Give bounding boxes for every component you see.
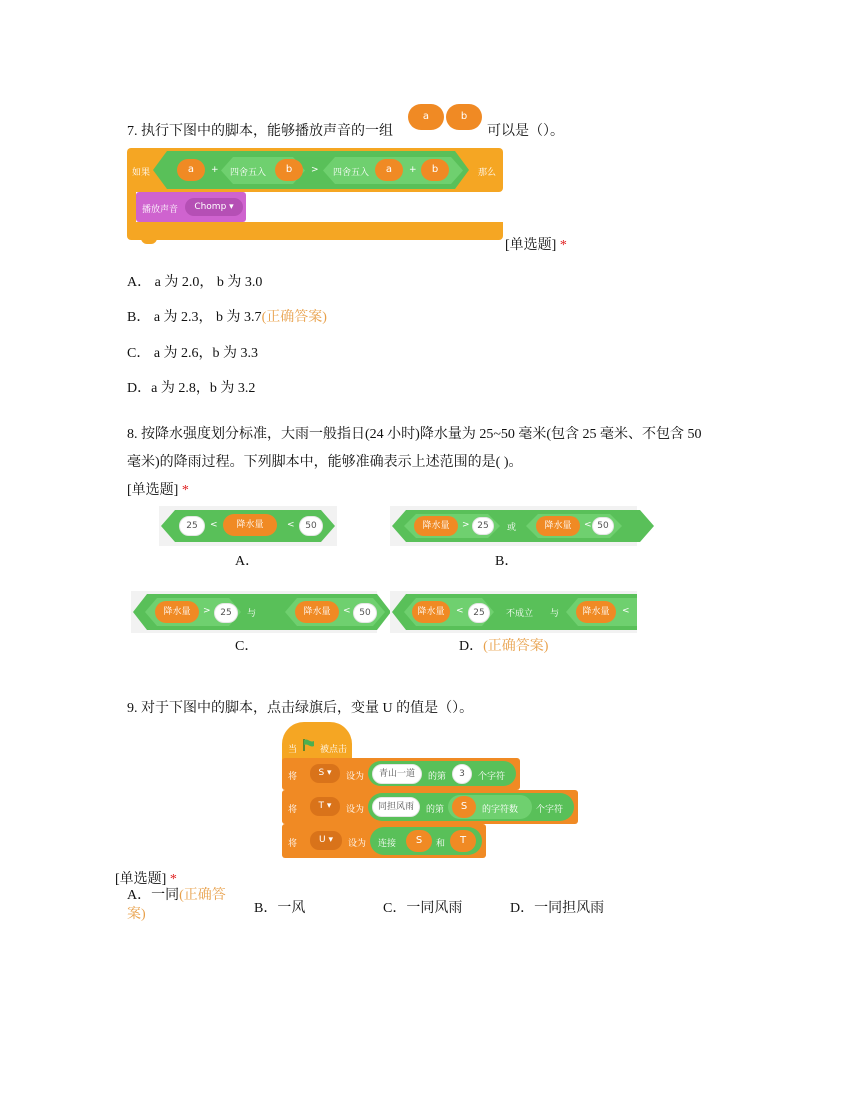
q9-option-d: D．一同担风雨 — [510, 901, 605, 916]
num-25: 25 — [179, 516, 205, 536]
q7-type: [单选题] * — [505, 238, 567, 253]
rain-var-2: 降水量 — [576, 601, 616, 623]
num-25: 25 — [472, 517, 494, 535]
gt-label: > — [311, 165, 319, 175]
q8-question-line2: 毫米)的降雨过程。下列脚本中，能够准确表示上述范围的是( )。 — [127, 455, 523, 470]
required-mark: * — [169, 872, 177, 887]
q7-option-c: C． a 为 2.6，b 为 3.3 — [127, 346, 259, 361]
required-mark: * — [559, 238, 567, 253]
and-label: 和 — [436, 839, 446, 849]
block-notch — [141, 236, 157, 244]
round-label-2: 四舍五入 — [333, 168, 370, 178]
q8-question-line1: 8. 按降水强度划分标准，大雨一般指日(24 小时)降水量为 25~50 毫米(包含 25 毫米、不包含 50 — [127, 427, 702, 442]
round-label: 四舍五入 — [230, 168, 267, 178]
var-a: a — [177, 159, 205, 181]
then-label: 那么 — [478, 168, 497, 178]
rain-var-2: 降水量 — [536, 516, 580, 536]
q8-option-c-image — [131, 591, 377, 633]
q8-caption-b: B． — [495, 554, 519, 569]
set-label: 将 — [288, 839, 298, 849]
var-t-dropdown: T ▾ — [310, 797, 340, 816]
nth-label: 的第 — [428, 772, 447, 782]
lt-label-2: < — [622, 606, 630, 616]
char-label: 个字符 — [478, 772, 506, 782]
q9-script-image — [282, 722, 578, 862]
rain-var: 降水量 — [412, 601, 450, 623]
if-label: 如果 — [132, 168, 151, 178]
required-mark: * — [181, 483, 189, 498]
num-3: 3 — [452, 764, 472, 784]
q7-question: 7. 执行下图中的脚本，能够播放声音的一组 — [127, 124, 393, 139]
join-label: 连接 — [378, 839, 397, 849]
and-label: 与 — [550, 609, 560, 619]
q7-question-tail: 可以是（）。 — [487, 124, 564, 139]
num-50: 50 — [299, 516, 323, 536]
q9-option-b: B．一风 — [254, 901, 306, 916]
q8-caption-d: D．(正确答案) — [459, 639, 549, 654]
q8-caption-a: A． — [235, 554, 260, 569]
and-label: 与 — [247, 609, 257, 619]
rain-var: 降水量 — [223, 514, 277, 536]
lt-label: < — [456, 606, 464, 616]
to-label: 设为 — [346, 805, 365, 815]
q8-caption-c: C． — [235, 639, 259, 654]
lt-label-2: < — [287, 520, 295, 530]
gt-label: > — [462, 520, 470, 530]
var-s-dropdown: S ▾ — [310, 764, 340, 783]
correct-answer-tag: (正确答 — [179, 888, 226, 903]
if-block-bottom — [127, 222, 503, 240]
string-1: 青山一道 — [372, 764, 422, 784]
q9-option-a: A．一同(正确答 案) — [127, 888, 226, 922]
plus-label-2: + — [409, 165, 417, 175]
q7-option-b: B． a 为 2.3， b 为 3.7(正确答案) — [127, 310, 327, 325]
to-label: 设为 — [346, 772, 365, 782]
var-u-dropdown: U ▾ — [310, 831, 342, 850]
string-2: 同担风雨 — [372, 797, 420, 817]
when-label: 当 — [288, 745, 298, 755]
q8-type: [单选题] * — [127, 483, 189, 498]
set-label: 将 — [288, 805, 298, 815]
q7-option-a: A． a 为 2.0， b 为 3.0 — [127, 275, 263, 290]
rain-var: 降水量 — [155, 601, 199, 623]
q9-question: 9. 对于下图中的脚本，点击绿旗后，变量 U 的值是（）。 — [127, 701, 474, 716]
nth-label: 的第 — [426, 805, 445, 815]
sound-dropdown: Chomp ▾ — [185, 198, 243, 216]
num-25: 25 — [214, 603, 238, 623]
var-b: b — [275, 159, 303, 181]
var-b-reporter: b — [446, 104, 482, 130]
q7-script-image — [127, 148, 503, 244]
q9-option-c: C．一同风雨 — [383, 901, 463, 916]
q8-option-d-image — [390, 591, 637, 633]
q9-type: [单选题] * — [115, 872, 177, 887]
num-50: 50 — [592, 517, 614, 535]
var-s-2: S — [406, 830, 432, 852]
var-a-reporter: a — [408, 104, 444, 130]
char-label: 个字符 — [536, 805, 564, 815]
q8-option-a-image — [159, 506, 337, 546]
clicked-label: 被点击 — [320, 745, 348, 755]
q8-option-b-image — [390, 506, 637, 546]
var-a-2: a — [375, 159, 403, 181]
plus-label: + — [211, 165, 219, 175]
num-25: 25 — [468, 603, 490, 623]
gt-label: > — [203, 606, 211, 616]
play-sound-label: 播放声音 — [142, 205, 179, 215]
or-label: 或 — [507, 523, 517, 533]
var-b-2: b — [421, 159, 449, 181]
q7-option-d: D．a 为 2.8，b 为 3.2 — [127, 381, 256, 396]
correct-answer-tag: (正确答案) — [261, 310, 327, 325]
if-arm — [127, 192, 136, 222]
lt-label: < — [343, 606, 351, 616]
set-label: 将 — [288, 772, 298, 782]
rain-var: 降水量 — [414, 516, 458, 536]
var-t: T — [450, 830, 476, 852]
correct-answer-tag: (正确答案) — [483, 639, 549, 654]
lt-label: < — [210, 520, 218, 530]
lt-label: < — [584, 520, 592, 530]
len-label: 的字符数 — [482, 805, 519, 815]
num-50: 50 — [353, 603, 377, 623]
var-s: S — [452, 796, 476, 818]
not-label: 不成立 — [506, 609, 534, 619]
green-flag-icon — [302, 738, 316, 752]
to-label: 设为 — [348, 839, 367, 849]
rain-var-2: 降水量 — [295, 601, 339, 623]
